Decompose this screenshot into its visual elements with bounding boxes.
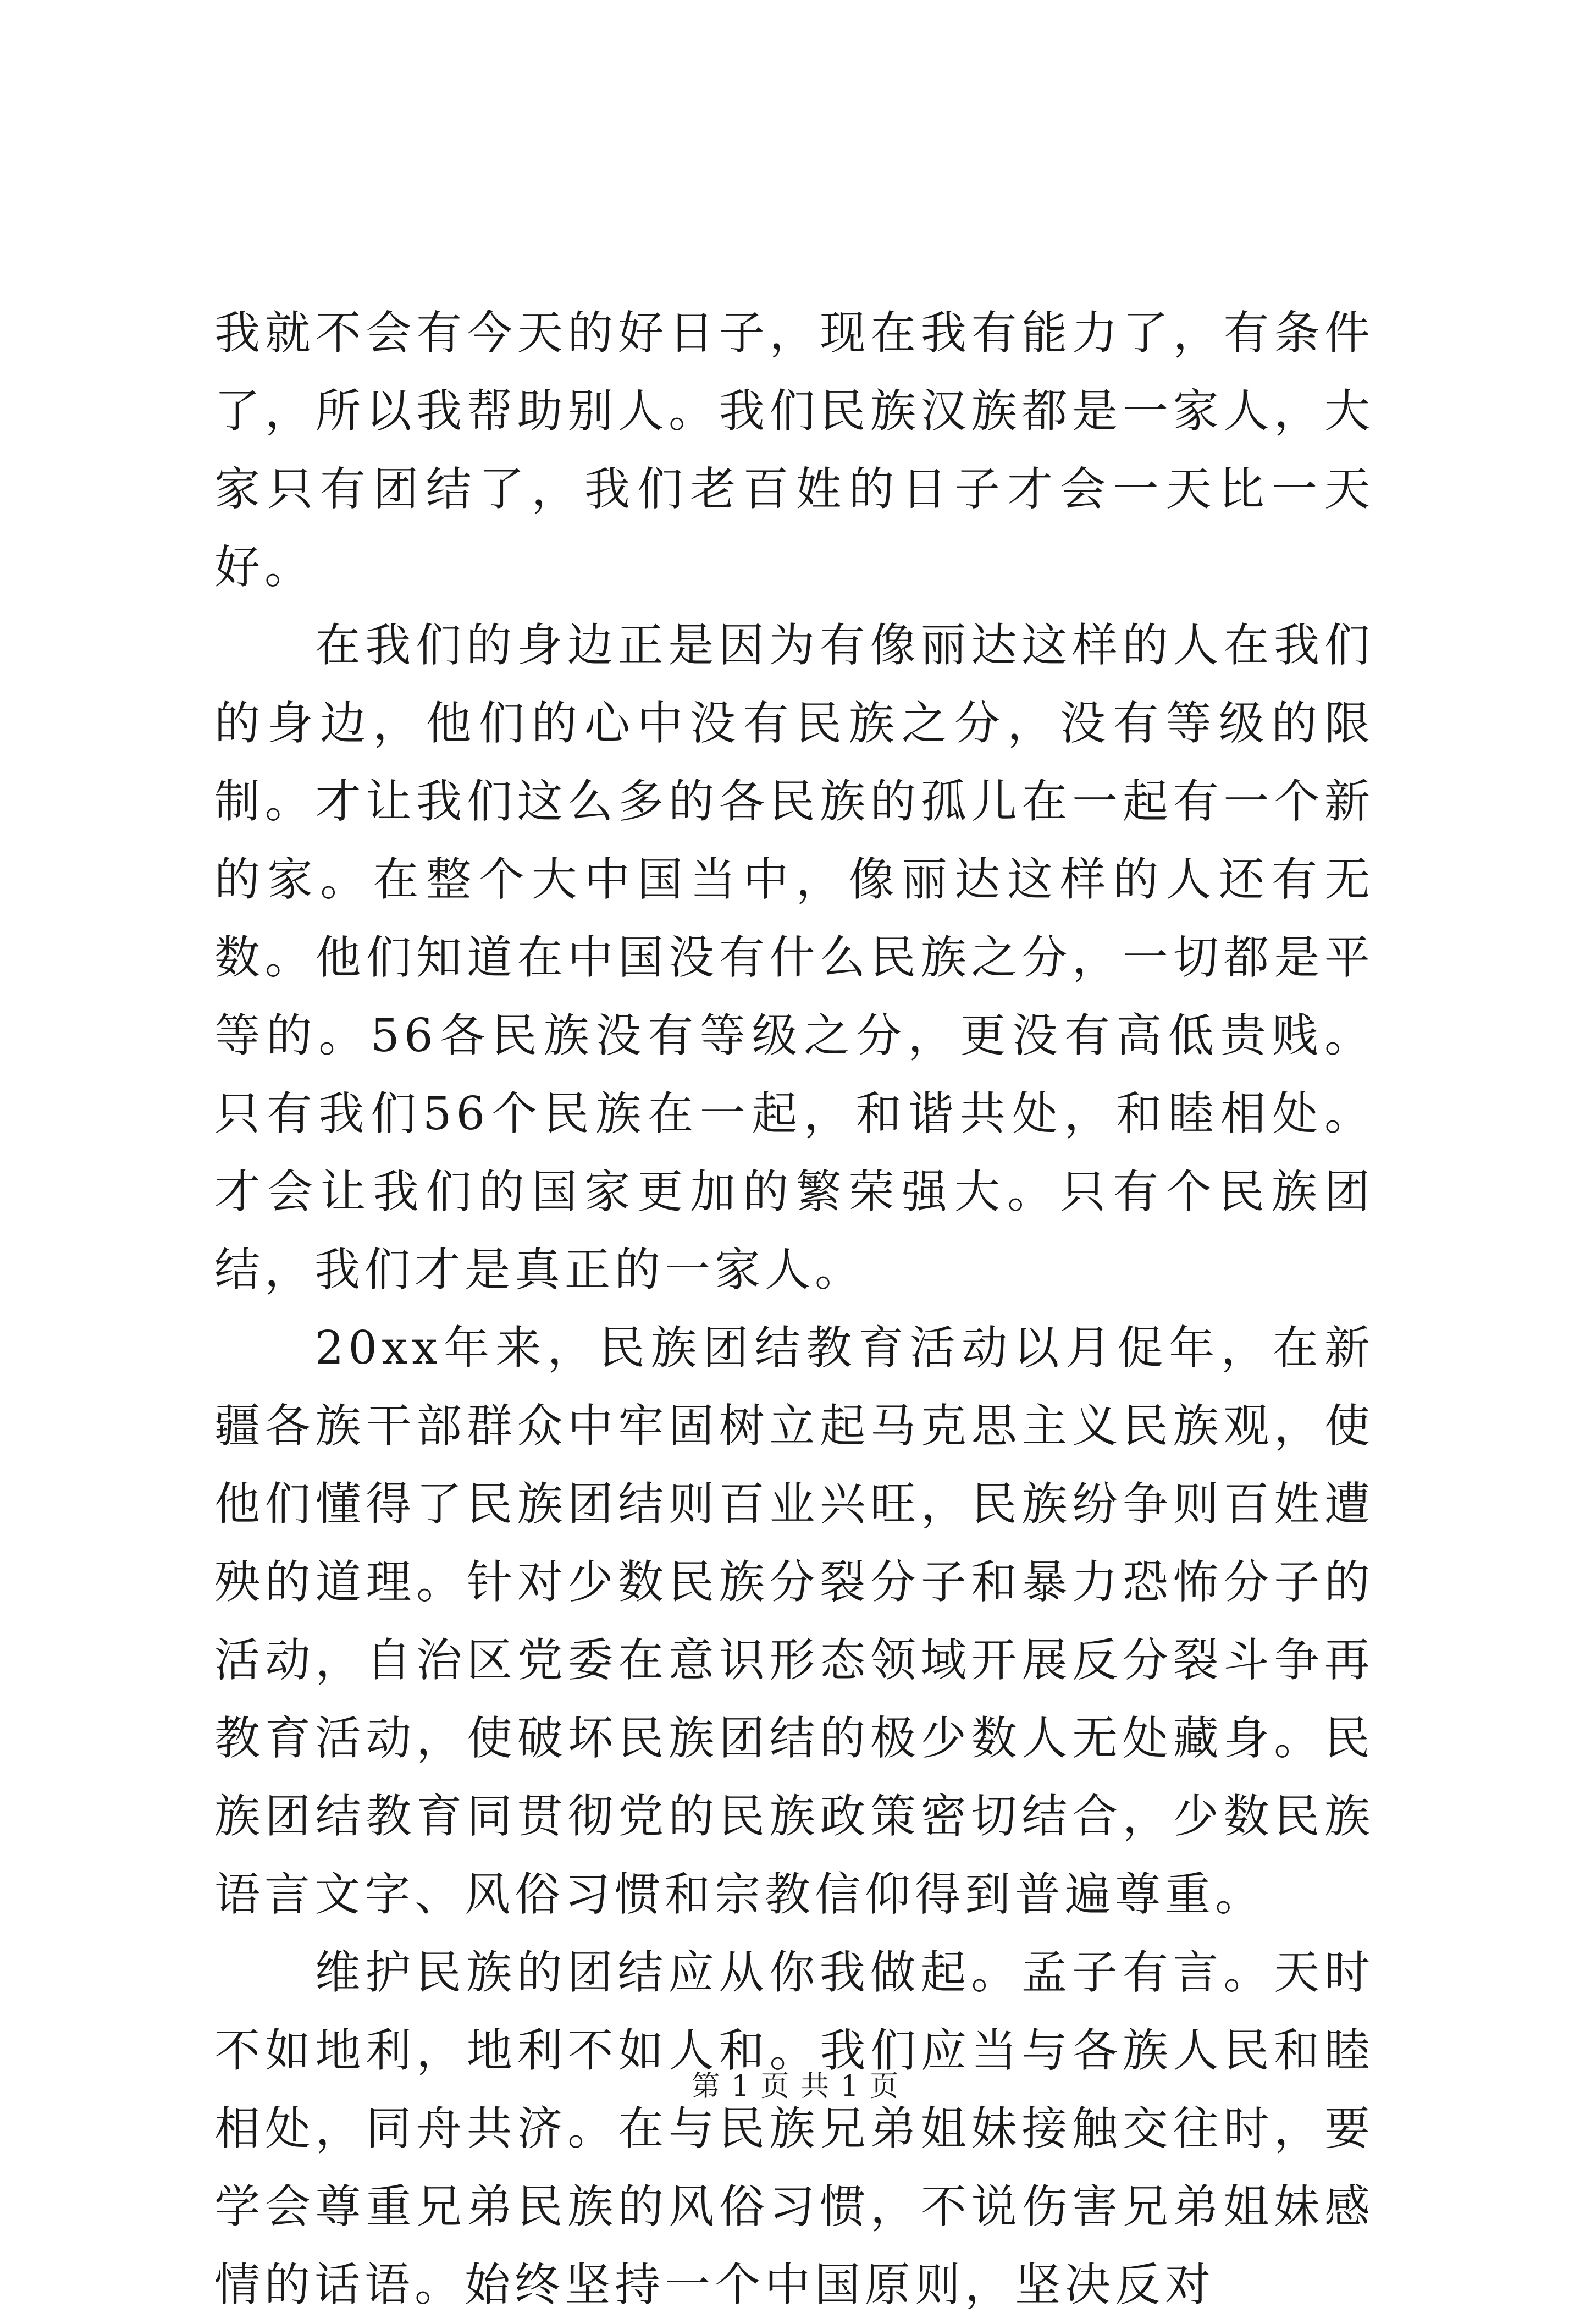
document-body (214, 294, 1374, 2324)
page-footer: 第 1 页 共 1 页 (691, 2070, 900, 2103)
paragraph-3: 20xx年来，民族团结教育活动以月促年，在新疆各族干部群众中牢固树立起马克思主义民族观，使他们懂得了民族团结则百业兴旺，民族纷争则百姓遭殃的道理。针对少数民族分裂分子和暴力恐怖分子的活动，自治区党委在意识形态领域开展反分裂斗争再教育活动，使破坏民族团结的极少数人无处藏身。民族团结教育同贯彻党的民族政策密切结合，少数民族语言文字、风俗习惯和宗教信仰得到普遍尊重。 (214, 1321, 1374, 1921)
paragraph-4: 维护民族的团结应从你我做起。孟子有言。天时不如地利，地利不如人和。我们应当与各族人民和睦相处，同舟共济。在与民族兄弟姐妹接触交往时，要学会尊重兄弟民族的风俗习惯，不说伤害兄弟姐妹感情的话语。始终坚持一个中国原则，坚决反对 (214, 1946, 1374, 2311)
paragraph-1: 我就不会有今天的好日子，现在我有能力了，有条件了，所以我帮助别人。我们民族汉族都是一家人，大家只有团结了，我们老百姓的日子才会一天比一天好。 (214, 306, 1374, 594)
paragraph-2: 在我们的身边正是因为有像丽达这样的人在我们的身边，他们的心中没有民族之分，没有等级的限制。才让我们这么多的各民族的孤儿在一起有一个新的家。在整个大中国当中，像丽达这样的人还有无数。他们知道在中国没有什么民族之分，一切都是平等的。56各民族没有等级之分，更没有高低贵贱。只有我们56个民族在一起，和谐共处，和睦相处。才会让我们的国家更加的繁荣强大。只有个民族团结，我们才是真正的一家人。 (214, 619, 1374, 1296)
